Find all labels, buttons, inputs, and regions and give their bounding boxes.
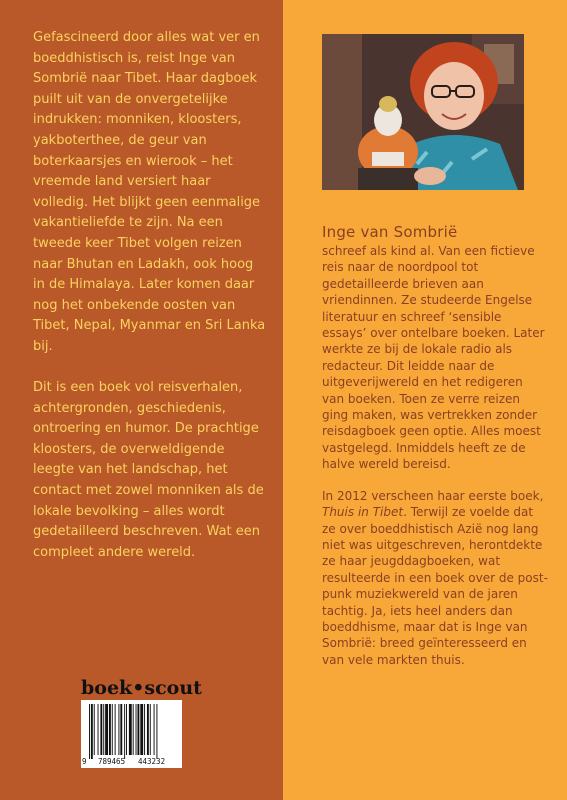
blurb — [33, 28, 269, 584]
barcode-bar — [120, 704, 122, 755]
barcode-bar — [94, 704, 95, 755]
logo-text: boek — [81, 677, 133, 699]
barcode-bar — [140, 704, 143, 755]
barcode-bar — [126, 704, 127, 755]
barcode-bar — [137, 704, 139, 755]
logo-dot: • — [132, 677, 145, 699]
logo-text: scout — [144, 677, 202, 699]
barcode-bar — [115, 704, 116, 755]
author-photo — [322, 34, 524, 190]
publisher-logo — [81, 677, 202, 699]
bio-paragraph-1: schreef als kind al. Van een fictieve reis naar de noordpool tot gedetailleerde brieven aan vriendinnen. Ze studeerde Engelse literatuur en schreef ‘sensible essays’ over ontelbare boeken. Later werkte ze bij de lokale radio als redacteur. Dit leidde naar de uitgeverijwereld en het redigeren van boeken. Toen ze verre reizen ging maken, was vertrekken zonder reisdagboek geen optie. Alles moest vastgelegd. Inmiddels heeft ze de halve wereld bereisd. — [322, 244, 545, 472]
bio-text: . Terwijl ze voelde dat ze over boeddhistisch Azië nog lang niet was uitgeschreven, herontdekte ze haar jeugddagboeken, wat resulteerde in een boek over de post-punk muziekwereld van de jaren tachtig. Ja, iets heel anders dan boeddhisme, maar dat is Inge van Sombrië: breed geïnteresseerd en van vele markten thuis. — [322, 505, 548, 667]
barcode-bar — [100, 704, 102, 755]
barcode-bar — [156, 704, 157, 759]
blurb-paragraph-2: Dit is een boek vol reisverhalen, achtergronden, geschiedenis, ontroering en humor. De prachtige kloosters, de overweldigende leegte van het landschap, het contact met zowel monniken als de lokale bevolking – alles wordt gedetailleerd beschreven. Wat een compleet andere wereld. — [33, 380, 264, 560]
barcode-bar — [124, 704, 125, 759]
barcode-bar — [91, 704, 93, 759]
barcode-bar — [98, 704, 99, 755]
barcode-bar — [89, 704, 90, 759]
book-title: Thuis in Tibet — [322, 505, 404, 520]
barcode-bar — [109, 704, 111, 755]
author-photo-icon — [322, 34, 524, 190]
barcode-digits-left: 789465 — [98, 757, 126, 766]
barcode-bar — [150, 704, 151, 755]
barcode-bar — [154, 704, 155, 755]
barcode-bar — [147, 704, 149, 755]
author-bio — [322, 243, 548, 683]
bio-paragraph-2 — [322, 488, 548, 668]
barcode — [81, 700, 182, 768]
barcode-bar — [144, 704, 145, 755]
barcode-bar — [118, 704, 119, 755]
barcode-bar — [133, 704, 134, 755]
barcode-bar — [136, 704, 137, 755]
blurb-paragraph-1: Gefascineerd door alles wat ver en boeddhistisch is, reist Inge van Sombrië naar Tibet. Haar dagboek puilt uit van de onvergetelijke indrukken: monniken, kloosters, yakboterthee, de geur van boterkaarsjes en wierook – het vreemde land versiert haar volledig. Het blijkt geen eenmalige vakantieliefde te zijn. Na een tweede keer Tibet volgen reizen naar Bhutan en Ladakh, ook hoog in de Himalaya. Later komen daar nog het onbekende oosten van Tibet, Nepal, Myanmar en Sri Lanka bij. — [33, 30, 266, 354]
author-name: Inge van Sombrië — [322, 223, 458, 241]
barcode-icon — [81, 700, 182, 768]
barcode-bar — [103, 704, 104, 755]
barcode-bar — [105, 704, 108, 755]
barcode-digits-right: 443232 — [138, 757, 166, 766]
barcode-bar — [112, 704, 113, 755]
barcode-bar — [129, 704, 132, 755]
bio-text: In 2012 verscheen haar eerste boek, — [322, 488, 544, 503]
barcode-digit-first: 9 — [82, 757, 87, 766]
